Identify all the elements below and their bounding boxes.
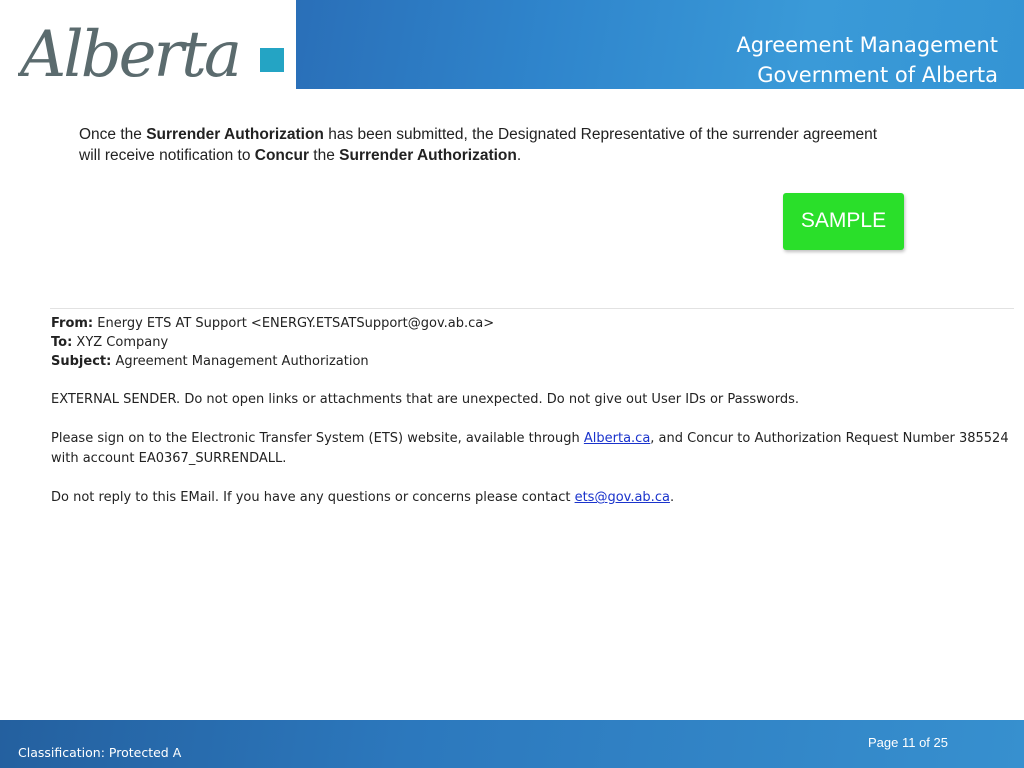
email-to-value: XYZ Company: [72, 335, 169, 350]
email-para2-text-pre: Do not reply to this EMail. If you have any questions or concerns please contact: [51, 490, 575, 505]
email-subject-label: Subject:: [51, 354, 112, 369]
intro-text-3: the: [309, 147, 340, 164]
email-body-paragraph-1: [51, 429, 1011, 469]
ets-email-link[interactable]: ets@gov.ab.ca: [574, 490, 670, 505]
email-sample: [51, 314, 1011, 508]
email-to-label: To:: [51, 335, 73, 350]
intro-text-4: .: [516, 147, 522, 164]
logo-accent-square: [260, 48, 284, 72]
email-para1-text-post: , and Concur to Authorization Request Number 385524 with account EA0367_SURRENDALL.: [51, 431, 1009, 466]
header-title: [736, 30, 998, 90]
intro-bold-surrender-authorization-2: Surrender Authorization: [339, 147, 517, 164]
email-para2-text-post: .: [669, 490, 675, 505]
email-from-label: From:: [51, 316, 94, 331]
sample-badge: SAMPLE: [783, 193, 904, 250]
email-subject-value: Agreement Management Authorization: [111, 354, 369, 369]
intro-bold-concur: Concur: [254, 147, 309, 164]
alberta-logo-wordmark: Alberta: [20, 18, 239, 86]
email-from-value: Energy ETS AT Support <ENERGY.ETSATSupport@gov.ab.ca>: [93, 316, 495, 331]
alberta-logo-mark: [18, 10, 288, 86]
intro-paragraph: [79, 124, 899, 166]
alberta-logo: [18, 10, 288, 86]
header-title-line2: Government of Alberta: [757, 63, 998, 87]
intro-text-1: Once the: [79, 126, 147, 143]
email-body-paragraph-2: [51, 488, 1011, 508]
email-para1-text-pre: Please sign on to the Electronic Transfer System (ETS) website, available through: [51, 431, 584, 446]
intro-text-2: has been submitted, the Designated Representative of the surrender agreement will receive notification to: [79, 126, 878, 164]
page-number: Page 11 of 25: [868, 735, 948, 750]
email-warning: EXTERNAL SENDER. Do not open links or attachments that are unexpected. Do not give out User IDs or Passwords.: [51, 392, 799, 407]
email-to-line: [51, 333, 1011, 352]
email-divider: [50, 308, 1014, 309]
email-from-line: [51, 314, 1011, 333]
classification-label: Classification: Protected A: [18, 745, 182, 760]
alberta-ca-link[interactable]: Alberta.ca: [583, 431, 651, 446]
email-subject-line: [51, 352, 1011, 371]
intro-bold-surrender-authorization: Surrender Authorization: [146, 126, 324, 143]
header-title-line1: Agreement Management: [736, 33, 998, 57]
